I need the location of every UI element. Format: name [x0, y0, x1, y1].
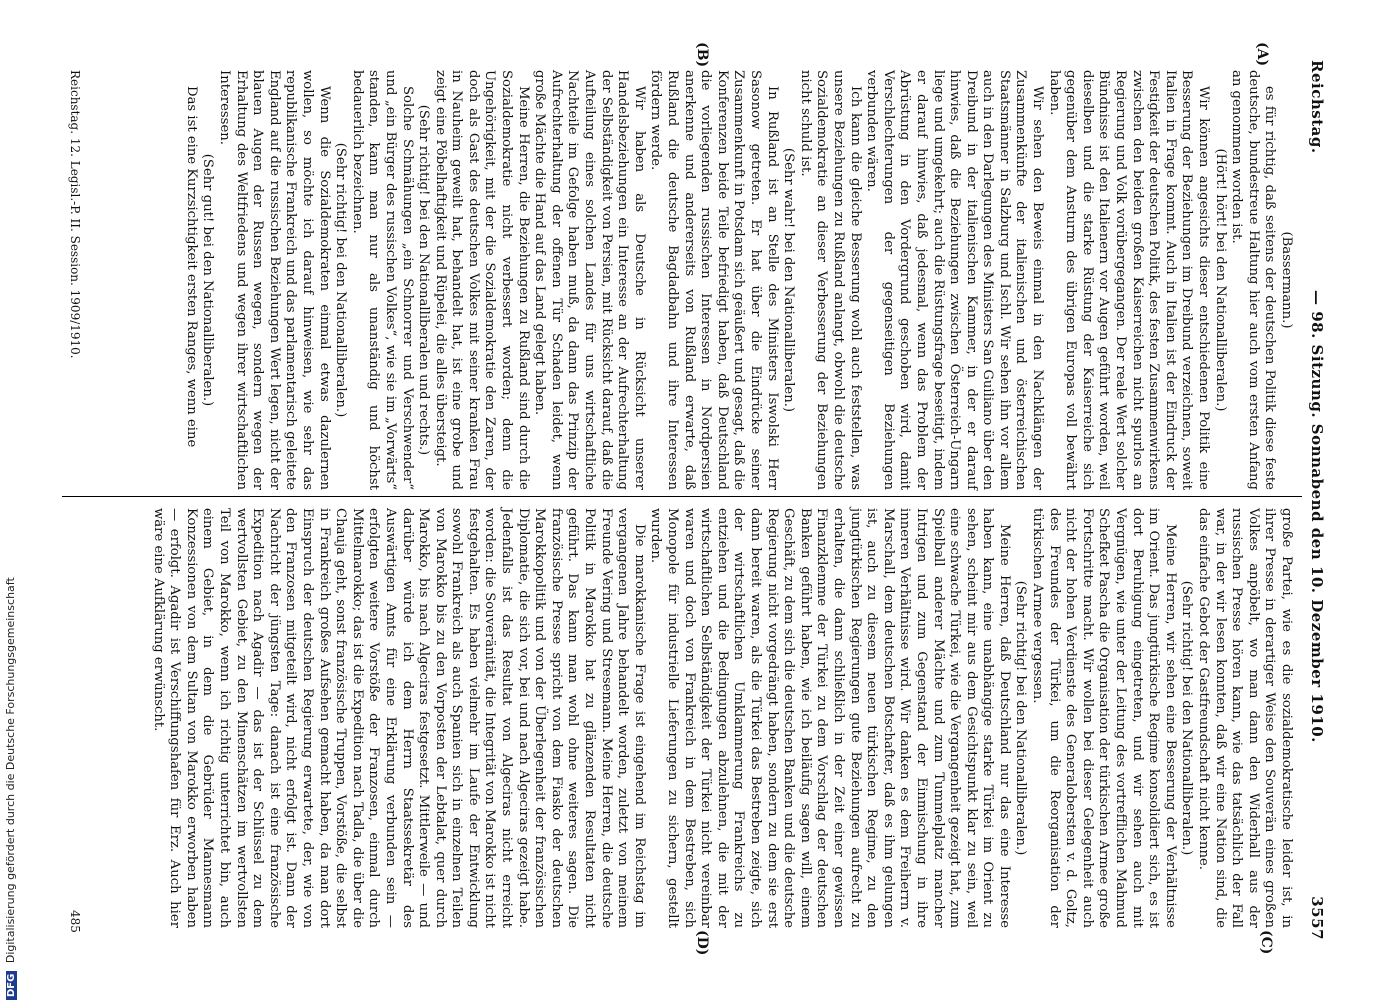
- paragraph: (Sehr gut! bei den Nationalliberalen.): [200, 153, 216, 407]
- paragraph: Die marokkanische Frage ist eingehend im Reichstag im vergangenen Jahre behandelt worden, zuletzt von meinem Freunde Vering und Stresemann. Meine Herren, die deutsche Politik in Marokko hat zu glänzenden Resultaten nicht geführt. Das kann man wohl ohne weiteres sagen. Die französische Presse spricht von dem Fiasko der deutschen Marokkopolitik und von der Überlegenheit der französischen Diplomatie, die sich vor, bei und nach Algeciras gezeigt habe. Jedenfalls ist das Resultat von Algeciras nicht erreicht worden: die Souveränität, die Integrität von Marokko ist nicht festgehalten. Es haben vielmehr im Laufe der Entwicklung sowohl Frankreich als auch Spanien sich in einzelnen Teilen von Marokko bis zu den Vorposten der Lebtalat, quer durch Marokko, bis nach Algeciras festgesetzt. Mittlerweile — und darüber würde ich dem Herrn Staatssekretär des Auswärtigen Amts für eine Erklärung verbunden sein — erfolgten weitere Vorstöße der Franzosen, einmal durch Mittelmarokko; das ist die Expedition nach Tadla, die über die Chauja geht, sonst französische Truppen, Vorstöße, die selbst in Frankreich großes Aufsehen gemacht haben, da man dort Einspruch der deutschen Regierung erwartete, der, wie von den Franzosen mitgeteilt wird, nicht erfolgt ist. Dann der Nachricht der jüngsten Tage: danach ist eine französische Expedition nach Agadir — das ist der Schlüssel zu dem wertvollsten Gebiet, zu den Minenschätzen im wertvollsten Teil von Marokko, wenn ich richtig unterrichtet bin, auch einem Gebiet, in dem die Gebrüder Mannesmann Konzessionen von dem Sultan von Marokko erworben haben — erfolgt. Agadir ist Verschiffungshafen für Erz. Auch hier wäre eine Aufklärung erwünscht.: [150, 508, 647, 928]
- paragraph: (Hört! hört! bei den Nationalliberalen.): [1212, 148, 1228, 412]
- marker-b: (B): [694, 42, 710, 68]
- paragraph: Meine Herren, die Beziehungen zu Rußland sind durch die Sozialdemokratie nicht verbessert worden; denn die Ungehörigkeit, mit der die Sozialdemokratie den Zaren, der doch als Gast des deutschen Volkes mit seiner kranken Frau in Nauheim geweilt hat, behandelt hat, ist eine grobe und zeigt eine Pöbelhaftigkeit und Rüpelei, die alles übersteigt.: [432, 70, 531, 490]
- paragraph: Solche Schmähungen „ein Schnorrer und Verschwender“ und „ein Bürger des russischen Volkes“, wie sie im „Vorwärts“ standen, kann man nur als unanständig und höchst bedauerlich bezeichnen.: [349, 70, 415, 490]
- marker-d: (D): [694, 930, 710, 956]
- page-number: 3557: [1308, 896, 1326, 940]
- right-column: [149, 508, 1294, 928]
- paragraph: Das ist eine Kurzsichtigkeit ersten Ranges, wenn eine: [183, 86, 199, 448]
- paragraph: Wir haben als Deutsche in Rücksicht unserer Handelsbeziehungen ein Interesse an der Aufrechterhaltung der Selbständigkeit von Persien, mit Rücksicht darauf, daß die Aufteilung eines solchen Landes für uns wirtschaftliche Nachteile im Gefolge haben muß, da dann das Prinzip der Aufrechterhaltung der offenen Tür Schaden leidet, wenn große Mächte die Hand auf das Land gelegt haben.: [532, 70, 647, 490]
- footer-page-number: 485: [68, 910, 82, 933]
- column-divider: [62, 496, 1302, 497]
- paragraph: Wir sehen den Beweis einmal in den Nachklängen der Zusammenkünfte der italienischen und österreichischen Staatsmänner in Salzburg und Ischl. Wir sehen ihn vor allem auch in den Darlegungen des Ministers San Guiliano über den Dreibund in der italienischen Kammer, in der er darauf hinwies, daß die Beziehungen zwischen Österreich-Ungarn liege und umgekehrt; auch die Rüstungsfrage beseitigt, indem er darauf hinwies, daß jedesmal, wenn das Problem der Abrüstung in den Vordergrund geschoben wird, damit Verschlechterungen der gegenseitigen Beziehungen verbunden wären.: [864, 70, 1046, 490]
- header-center: — 98. Sitzung. Sonnabend den 10. Dezember 1910.: [1308, 290, 1326, 743]
- marker-c: (C): [1258, 930, 1274, 955]
- paragraph: (Sehr richtig! bei den Nationalliberalen.): [1013, 580, 1029, 856]
- paragraph: (Sehr richtig! bei den Nationalliberalen und rechts.): [416, 104, 432, 456]
- paragraph: (Sehr wahr! bei den Nationalliberalen.): [781, 147, 797, 413]
- paragraph: Ich kann die gleiche Besserung wohl auch feststellen, was unsere Beziehungen zu Rußland anlangt, obwohl die deutsche Sozialdemokratie an dieser Verbesserung der Beziehungen nicht schuld ist.: [797, 70, 863, 490]
- header-left: Reichstag.: [1308, 60, 1326, 154]
- digitization-note: [4, 0, 17, 1000]
- paragraph: (Sehr richtig! bei den Nationalliberalen.): [333, 142, 349, 418]
- paragraph: große Partei, wie es die sozialdemokratische leider ist, in ihrer Presse in derartiger Weise den Souverän eines großen Volkes anpöbelt, wo man dann den Widerhall aus der russischen Presse hören kann, wie das tatsächlich der Fall war, in der wir lesen konnten, daß wir eine Nation sind, die das einfache Gebot der Gastfreundschaft nicht kenne.: [1196, 508, 1294, 928]
- paragraph: Wir können angesichts dieser entschiedenen Politik eine Besserung der Beziehungen im Dreibund verzeichnen, soweit Italien in Frage kommt. Auch in Italien ist der Eindruck der Festigkeit der deutschen Politik, des festen Zusammenwirkens zwischen den beiden großen Kaiserreichen nicht spurlos an Regierung und Volk vorübergegangen. Der reale Wert solcher Bündnisse ist den Italienern vor Augen geführt worden, weil dieselben und die starke Rüstung der Kaiserreiche sich gegenüber dem Ansturm des übrigen Europas voll bewährt haben.: [1046, 70, 1212, 490]
- marker-a: (A): [1254, 42, 1270, 67]
- paragraph: es für richtig, daß seitens der deutschen Politik diese feste deutsche, bundestreue Haltung hier auch vom ersten Anfang an genommen worden ist.: [1229, 70, 1278, 490]
- paragraph: Meine Herren, wir sehen eine Besserung der Verhältnisse im Orient. Das jungtürkische Regime konsolidiert sich, es ist dort Beruhigung eingetreten, und wir sehen auch mit Vergnügen, wie unter der Leitung des vortrefflichen Mahmud Schefket Pascha die Organisation der türkischen Armee große Fortschritte macht. Wir wollen bei dieser Gelegenheit auch nicht der hohen Verdienste des Generalobersten v. d. Goltz, des Freundes der Türkei, um die Reorganisation der türkischen Armee vergessen.: [1030, 508, 1178, 928]
- rotated-page: [50, 30, 1330, 956]
- left-column: [182, 70, 1294, 490]
- paragraph: (Bassermann.): [1279, 231, 1294, 329]
- paragraph: In Rußland ist an Stelle des Ministers Iswolski Herr Sasonow getreten. Er hat über die Eindrücke seiner Zusammenkunft in Potsdam sich geäußert und gesagt, daß die Konferenzen beide Teile befriedigt haben, daß Deutschland die vorliegenden russischen Interessen in Nordpersien anerkenne und andererseits von Rußland erwarte, daß Rußland die deutsche Bagdadbahn und ihre Interessen fördern werde.: [648, 70, 780, 490]
- paragraph: Wenn die Sozialdemokraten einmal etwas dazulernen wollen, so möchte ich darauf hinweisen, wie sehr das republikanische Frankreich und das parlamentarisch geleitete England auf die russischen Beziehungen Wert legen, nicht der blauen Augen der Russen wegen, sondern wegen der Erhaltung des Weltfriedens und wegen ihrer wirtschaftlichen Interessen.: [217, 70, 332, 490]
- paragraph: Meine Herren, daß Deutschland nur das eine Interesse haben kann, eine unabhängige starke Türkei im Orient zu sehen, scheint mir aus dem Gesichtspunkt klar zu sein, weil eine schwache Türkei, wie die Vergangenheit gezeigt hat, zum Spielball anderer Mächte und zum Tummelplatz mancher Intrigen und zum Gegenstand der Einmischung in ihre inneren Verhältnisse wird. Wir danken es dem Freiherrn v. Marschall, dem deutschen Botschafter, daß es ihm gelungen ist, auch zu diesem neuen türkischen Regime, zu den jungtürkischen Regierungen gute Beziehungen aufrecht zu erhalten, die dann schließlich in der Zeit einer gewissen Finanzklemme der Türkei zu dem Vorschlag der deutschen Banken geführt haben, wie ich beiläufig sagen will, einem Geschäft, zu dem sich die deutschen Banken und die deutsche Regierung nicht vorgedrängt haben, sondern zu dem sie erst dann bereit waren, als die Türkei das Bestreben zeigte, sich der wirtschaftlichen Umklammerung Frankreichs zu entziehen und die Bedingungen abzulehnen, die mit der wirtschaftlichen Selbständigkeit der Türkei nicht vereinbar waren und doch von Frankreich in dem Bestreben, sich Monopole für industrielle Lieferungen zu sichern, gestellt wurden.: [648, 508, 1012, 928]
- dfg-logo: DFG: [6, 971, 17, 1000]
- paragraph: (Sehr richtig! bei den Nationalliberalen.): [1179, 580, 1195, 856]
- page-header: [1304, 30, 1330, 950]
- digitization-text: Digitalisierung gefördert durch die Deutsche Forschungsgemeinschaft: [4, 577, 17, 964]
- footer-left: Reichstag. 12. Legisl.-P. II. Session. 1909/1910.: [68, 70, 82, 359]
